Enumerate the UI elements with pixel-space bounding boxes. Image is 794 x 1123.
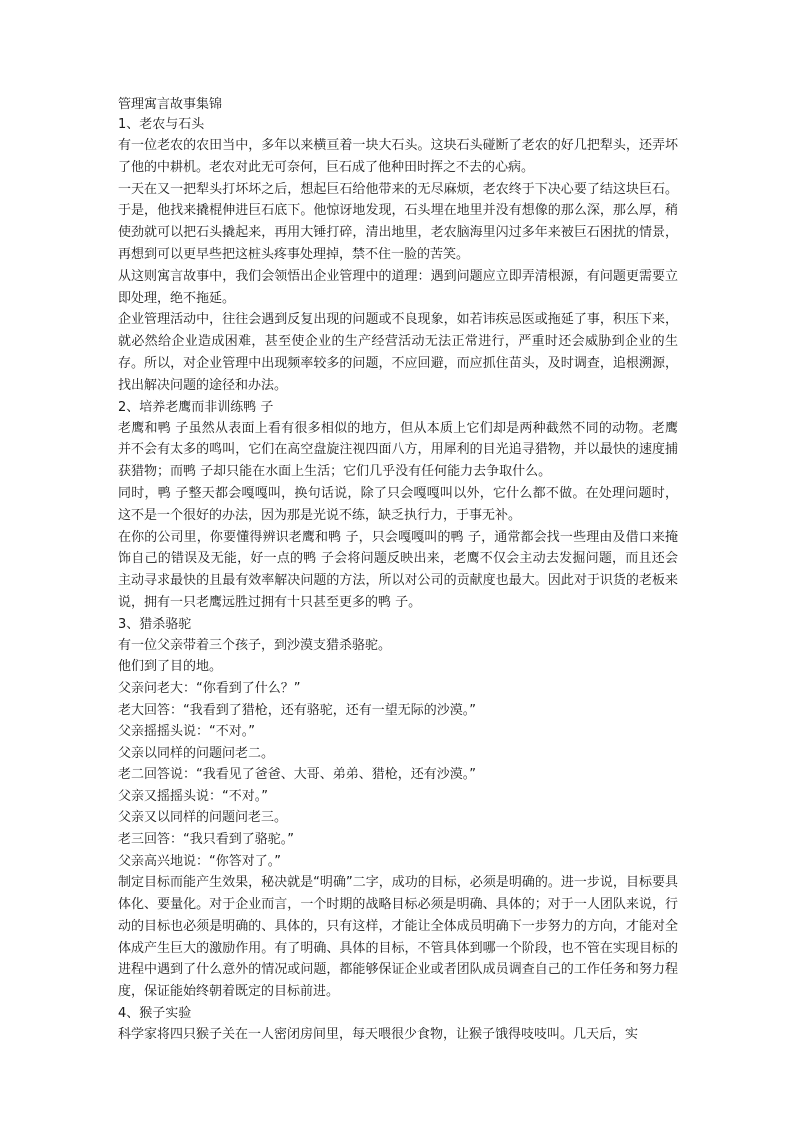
dialogue-line: 有一位父亲带着三个孩子，到沙漠支猎杀骆驼。 <box>118 637 392 653</box>
paragraph: 企业管理活动中，往往会遇到反复出现的问题或不良现象，如若讳疾忌医或拖延了事，积压下来，就必然给企业造成困难，甚至使企业的生产经营活动无法正常进行，严重时还会威胁到企业的生存。所以，对企业管理中出现频率较多的问题，不应回避，而应抓住苗头，及时调查，追根溯源，找出解决问题的途径和办法。 <box>118 312 678 393</box>
document-title: 管理寓言故事集锦 <box>118 97 223 112</box>
paragraph: 一天在又一把犁头打坏坏之后，想起巨石给他带来的无尽麻烦，老农终于下决心要了结这块巨石。于是，他找来撬棍伸进巨石底下。他惊讶地发现，石头埋在地里并没有想像的那么深，那么厚，稍使劲就可以把石头撬起来，再用大锤打碎，清出地里，老农脑海里闪过多年来被巨石困扰的情景，再想到可以更早些把这桩头疼事处理掉，禁不住一脸的苦笑。 <box>118 181 678 262</box>
dialogue-line: 父亲摇摇头说：“不对。” <box>118 724 255 740</box>
section-heading-1: 1、老农与石头 <box>118 117 205 132</box>
dialogue-line: 老三回答：“我只看到了骆驼。” <box>118 832 294 848</box>
section-heading-2: 2、培养老鹰而非训练鸭 子 <box>118 399 274 415</box>
paragraph: 在你的公司里，你要懂得辨识老鹰和鸭 子，只会嘎嘎叫的鸭 子，通常都会找一些理由及借口来掩饰自己的错误及无能，好一点的鸭 子会将问题反映出来，老鹰不仅会主动去发掘问题，而且还会主动寻求最快的且最有效率解决问题的方法，所以对公司的贡献度也最大。因此对于识货的老板来说，拥有一只老鹰远胜过拥有十只甚至更多的鸭 子。 <box>118 529 678 610</box>
dialogue-line: 他们到了目的地。 <box>118 659 223 675</box>
paragraph: 从这则寓言故事中，我们会领悟出企业管理中的道理：遇到问题应立即弄清根源，有问题更需要立即处理，绝不拖延。 <box>118 268 678 306</box>
dialogue-line: 父亲问老大：“你看到了什么？” <box>118 680 301 696</box>
paragraph: 科学家将四只猴子关在一人密闭房间里，每天喂很少食物，让猴子饿得吱吱叫。几天后，实 <box>118 1027 639 1043</box>
dialogue-line: 父亲又以同样的问题问老三。 <box>118 810 288 826</box>
paragraph: 制定目标而能产生效果，秘决就是“明确”二字，成功的目标，必须是明确的。进一步说，目标要具体化、要量化。对于企业而言，一个时期的战略目标必须是明确、具体的；对于一人团队来说，行动的目标也必须是明确的、具体的，只有这样，才能让全体成员明确下一步努力的方向，才能对全体成产生巨大的激励作用。有了明确、具体的目标，不管具体到哪一个阶段，也不管在实现目标的进程中遇到了什么意外的情况或问题，都能够保证企业或者团队成员调查自己的工作任务和努力程度，保证能始终朝着既定的目标前进。 <box>118 875 678 1000</box>
dialogue-line: 老二回答说：“我看见了爸爸、大哥、弟弟、猎枪，还有沙漠。” <box>118 767 476 783</box>
section-heading-3: 3、猎杀骆驼 <box>118 616 192 632</box>
dialogue-line: 老大回答：“我看到了猎枪，还有骆驼，还有一望无际的沙漠。” <box>118 702 476 718</box>
dialogue-line: 父亲又摇摇头说：“不对。” <box>118 788 268 804</box>
section-heading-4: 4、猴子实验 <box>118 1006 192 1022</box>
paragraph: 有一位老农的农田当中，多年以来横亘着一块大石头。这块石头碰断了老农的好几把犁头，还弄坏了他的中耕机。老农对此无可奈何，巨石成了他种田时挥之不去的心病。 <box>118 138 678 175</box>
paragraph: 老鹰和鸭 子虽然从表面上看有很多相似的地方，但从本质上它们却是两种截然不同的动物。老鹰并不会有太多的鸣叫，它们在高空盘旋注视四面八方，用犀利的目光追寻猎物，并以最快的速度捕获猎物；而鸭 子却只能在水面上生活；它们几乎没有任何能力去争取什么。 <box>118 420 678 480</box>
document-page <box>118 96 678 1046</box>
dialogue-line: 父亲以同样的问题问老二。 <box>118 745 275 761</box>
dialogue-line: 父亲高兴地说：“你答对了。” <box>118 853 281 869</box>
paragraph: 同时，鸭 子整天都会嘎嘎叫，换句话说，除了只会嘎嘎叫以外，它什么都不做。在处理问题时，这不是一个很好的办法，因为那是光说不练，缺乏执行力，于事无补。 <box>118 485 678 523</box>
